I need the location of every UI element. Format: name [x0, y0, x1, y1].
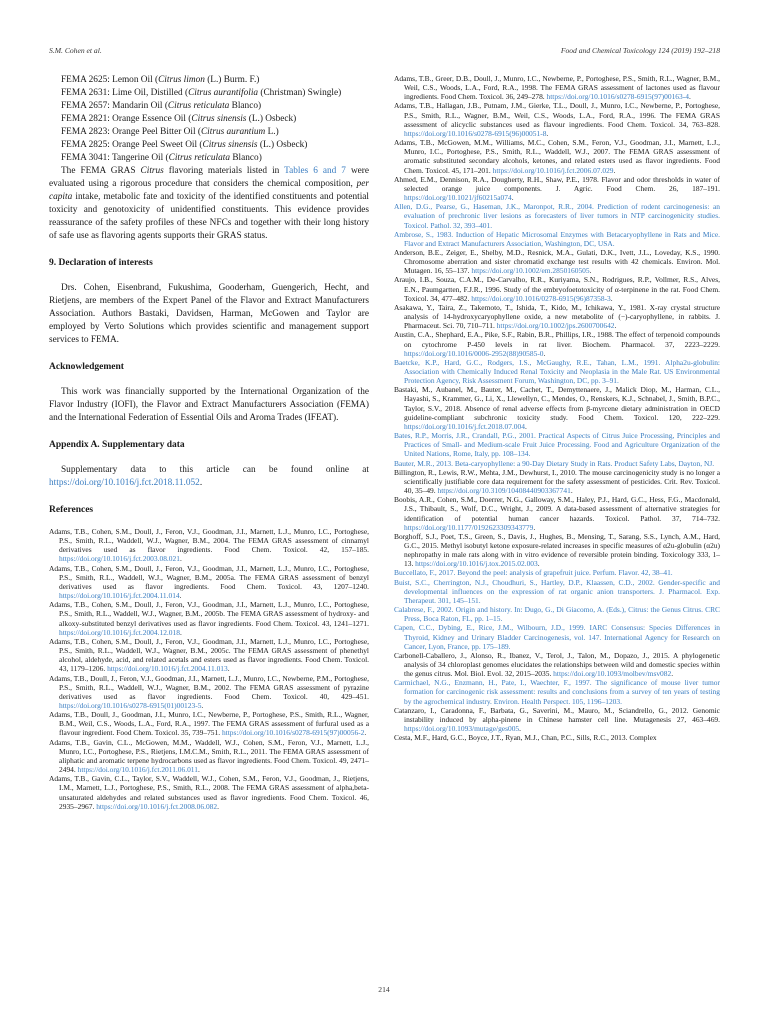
fema-item: FEMA 2631: Lime Oil, Distilled (Citrus aurantifolia (Christman) Swingle)	[61, 88, 342, 98]
reference-doi-link[interactable]: https://doi.org/10.3109/10408440903367741	[437, 486, 571, 496]
reference-entry: Ahmed, E.M., Dennison, R.A., Dougherty, R.H., Shaw, P.E., 1978. Flavor and odor thresholds in water of selected orange juice components. J. Agric. Food Chem. 26, 187–191. https://doi.org/10.1021/jf60215a074.	[394, 174, 720, 203]
reference-entry[interactable]: Allen, D.G., Pearse, G., Haseman, J.K., Maronpot, R.R., 2004. Prediction of rodent carcinogenesis: an evaluation of prechronic liver lesions as forecasters of liver tumors in NTP carcinogenicity studies. Toxicol. Pathol. 32, 393–401.	[394, 202, 720, 230]
reference-doi-link[interactable]: https://doi.org/10.1177/0192623309343779	[404, 522, 534, 532]
reference-entry[interactable]: Calabrese, F., 2002. Origin and history. In: Dugo, G., Di Giacomo, A. (Eds.), Citrus: the Genus Citrus. CRC Press, Boca Raton, FL, pp. 1–15.	[394, 605, 720, 624]
reference-doi-link[interactable]: https://doi.org/10.1002/em.2850160505	[471, 266, 590, 276]
reference-entry: Adams, T.B., Greer, D.B., Doull, J., Munro, I.C., Newberne, P., Portoghese, P.S., Smith, R.L., Wagner, B.M., Weil, C.S., Woods, L.A., Ford, R.A., 1998. The FEMA GRAS assessment of lactones used as flavour ingredients. Food Chem. Toxicol. 36, 249–278. https://doi.org/10.1016/s0278-6915(97)00163-4.	[394, 74, 720, 102]
reference-doi-link[interactable]: https://doi.org/10.1016/j.fct.2004.12.018	[59, 627, 180, 637]
reference-entry[interactable]: Capen, C.C., Dybing, E., Rice, J.M., Wilbourn, J.D., 1999. IARC Consensus: Species Differences in Thyroid, Kidney and Urinary Bladder Carcinogenesis, vol. 147. International Agency for Research on Cancer, Lyon, France, pp. 175–189.	[394, 623, 720, 651]
gras-summary-paragraph: The FEMA GRAS Citrus flavoring materials listed in Tables 6 and 7 were evaluated using a rigorous procedure that considers the chemical composition, per capita intake, metabolic fate and toxicity of the identified constituents and potential toxicity and genotoxicity of unidentified constituents. This evidence provides reassurance of the safety profiles of these NFCs and together with their long history of safe use as flavoring agents supports their GRAS status.	[49, 166, 370, 241]
reference-entry: Asakawa, Y., Taira, Z., Takemoto, T., Ishida, T., Kido, M., Ichikawa, Y., 1981. X-ray crystal structure analysis of 14-hydroxycaryophyllene oxide, a new metabolite of (−)-caryophyllene, in rabbits. J. Pharmaceut. Sci. 70, 710–711. https://doi.org/10.1002/jps.2600700642.	[394, 302, 720, 331]
reference-entry: Adams, T.B., McGowen, M.M., Williams, M.C., Cohen, S.M., Feron, V.J., Goodman, J.I., Marnett, L.J., Munro, I.C., Portoghese, P.S., Smith, R.L., Waddell, W.J., 2007. The FEMA GRAS assessment of aromatic substituted secondary alcohols, ketones, and related esters used as flavor ingredients. Food Chem. Toxicol. 45, 171–201. https://doi.org/10.1016/j.fct.2006.07.029.	[394, 138, 720, 175]
reference-doi-link[interactable]: https://doi.org/10.1016/0278-6915(96)87358-3	[471, 293, 611, 303]
reference-doi-link[interactable]: https://doi.org/10.1016/j.fct.2018.07.004	[404, 421, 525, 431]
reference-entry[interactable]: Bauter, M.R., 2013. Beta-caryophyllene: a 90-Day Dietary Study in Rats. Product Safety Labs, Dayton, NJ.	[394, 458, 715, 468]
reference-entry: Adams, T.B., Cohen, S.M., Doull, J., Feron, V.J., Goodman, J.I., Marnett, L.J., Munro, I.C., Portoghese, P.S., Smith, R.L., Waddell, W.J., Wagner, B.M., 2005b. The FEMA GRAS assessment of hydroxy- and alkoxy-substituted benzyl derivatives used as flavor ingredients. Food Chem. Toxicol. 43, 1241–1271. https://doi.org/10.1016/j.fct.2004.12.018.	[49, 600, 369, 637]
declaration-text: Drs. Cohen, Eisenbrand, Fukushima, Gooderham, Guengerich, Hecht, and Rietjens, are members of the Expert Panel of the Flavor and Extract Manufacturers Association. Authors Bastaki, Davidsen, Harman, McGowen and Taylor are employed by Verto Solutions which provides scientific and management support services to FEMA.	[49, 283, 369, 345]
reference-doi-link[interactable]: https://doi.org/10.1016/0006-2952(88)90585-0	[404, 348, 544, 358]
left-column	[49, 74, 369, 811]
reference-doi-link[interactable]: https://doi.org/10.1016/s0278-6915(97)00163-4	[546, 92, 689, 102]
reference-entry: Adams, T.B., Hallagan, J.B., Putnam, J.M., Gierke, T.L., Doull, J., Munro, I.C., Newberne, P., Portoghese, P.S., Smith, R.L., Wagner, B.M., Weil, C.S., Woods, L.A., Ford, R.A., 1996. The FEMA GRAS assessment of alicyclic substances used as flavour ingredients. Food Chem. Toxicol. 34, 763–828. https://doi.org/10.1016/s0278-6915(96)00051-8.	[394, 101, 720, 138]
reference-doi-link[interactable]: https://doi.org/10.1016/s0278-6915(96)00051-8	[404, 128, 547, 138]
acknowledgement-heading: Acknowledgement	[49, 362, 124, 372]
tables-link[interactable]: Tables 6 and 7	[284, 166, 346, 176]
reference-entry: Adams, T.B., Doull, J., Goodman, J.I., Munro, I.C., Newberne, P., Portoghese, P.S., Smith, R.L., Wagner, B.M., Weil, C.S., Woods, L.A., Ford, R.A., 1997. The FEMA GRAS assessment of furfural used as a flavour ingredient. Food Chem. Toxicol. 35, 739–751. https://doi.org/10.1016/s0278-6915(97)00056-2.	[49, 710, 369, 738]
reference-entry: Borghoff, S.J., Poet, T.S., Green, S., Davis, J., Hughes, B., Mensing, T., Sarang, S.S., Lynch, A.M., Hard, G.C., 2015. Methyl isobutyl ketone exposure-related increases in specific measures of α2u-globulin (α2u) nephropathy in male rats along with in vitro evidence of reversible protein binding. Toxicology 333, 1–13. https://doi.org/10.1016/j.tox.2015.02.003.	[394, 531, 720, 569]
reference-entry: Anderson, B.E., Zeiger, E., Shelby, M.D., Resnick, M.A., Gulati, D.K., Ivett, J.L., Loveday, K.S., 1990. Chromosome aberration and sister chromatid exchange test results with 42 chemicals. Environ. Mol. Mutagen. 16, 55–137. https://doi.org/10.1002/em.2850160505.	[394, 247, 720, 276]
running-header-journal: Food and Chemical Toxicology 124 (2019) 192–218	[560, 46, 720, 55]
reference-entry[interactable]: Ambrose, S., 1983. Induction of Hepatic Microsomal Enzymes with Betacaryophyllene in Rats and Mice. Flavor and Extract Manufacturers Association, Washington, DC, USA.	[394, 229, 720, 248]
reference-doi-link[interactable]: https://doi.org/10.1016/j.fct.2011.06.011	[77, 765, 198, 775]
reference-entry: Araujo, I.B., Souza, C.A.M., De-Carvalho, R.R., Kuriyama, S.N., Rodrigues, R.P., Vollmer, R.S., Alves, E.N., Paumgartten, F.J.R., 1996. Study of the embryofoetotoxicity of α-terpinene in the rat. Food Chem. Toxicol. 34, 477–482. https://doi.org/10.1016/0278-6915(96)87358-3.	[394, 275, 720, 303]
appendix-heading: Appendix A. Supplementary data	[49, 440, 185, 450]
reference-doi-link[interactable]: https://doi.org/10.1016/j.fct.2004.11.014	[59, 591, 180, 601]
fema-list	[49, 74, 369, 165]
reference-entry: Bastaki, M., Aubanel, M., Bauter, M., Cachet, T., Demyttenaere, J., Malick Diop, M., Harman, C.L., Hayashi, S., Krammer, G., Li, X., Llewellyn, C., Mendes, O., Renskers, K.J., Schnabel, J., Smith, B.P.C., Taylor, S.V., 2018. Absence of renal adverse effects from β-myrcene dietary administration in OECD guideline-compliant subchronic toxicity study. Food Chem. Toxicol. 120, 222–229. https://doi.org/10.1016/j.fct.2018.07.004.	[394, 385, 720, 431]
reference-entry: Billington, R., Lewis, R.W., Mehta, J.M., Dewhurst, I., 2010. The mouse carcinogenicity study is no longer a scientifically justifiable core data requirement for the safety assessment of pesticides. Crit. Rev. Toxicol. 40, 35–49. https://doi.org/10.3109/10408440903367741.	[394, 467, 720, 496]
fema-item: FEMA 2823: Orange Peel Bitter Oil (Citrus aurantium L.)	[61, 127, 279, 137]
reference-entry: Adams, T.B., Cohen, S.M., Doull, J., Feron, V.J., Goodman, J.I., Marnett, L.J., Munro, I.C., Portoghese, P.S., Smith, R.L., Waddell, W.J., Wagner, B.M., 2004. The FEMA GRAS assessment of cinnamyl derivatives used as flavor ingredients. Food Chem. Toxicol. 42, 157–185. https://doi.org/10.1016/j.fct.2003.08.021.	[49, 527, 369, 564]
fema-item: FEMA 2825: Orange Peel Sweet Oil (Citrus sinensis (L.) Osbeck)	[61, 140, 308, 150]
reference-doi-link[interactable]: https://doi.org/10.1016/j.fct.2008.06.082	[96, 801, 218, 811]
running-header-authors: S.M. Cohen et al.	[49, 46, 102, 55]
fema-item: FEMA 2657: Mandarin Oil (Citrus reticulata Blanco)	[61, 101, 262, 111]
references-list-right	[394, 74, 720, 742]
reference-entry[interactable]: Bates, R.P., Morris, J.R., Crandall, P.G., 2001. Practical Aspects of Citrus Juice Processing, Principles and Practices of Small- and Medium-scale Fruit Juice Processing. Food and Agriculture Organization of the United Nations, Rome, Italy, pp. 108–134.	[394, 431, 720, 459]
reference-entry[interactable]: Buccellato, F., 2017. Beyond the peel: analysis of grapefruit juice. Perfum. Flavor. 42, 38–41.	[394, 568, 673, 578]
reference-doi-link[interactable]: https://doi.org/10.1002/jps.2600700642	[496, 321, 615, 331]
reference-entry: Cesta, M.F., Hard, G.C., Boyce, J.T., Ryan, M.J., Chan, P.C., Sills, R.C., 2013. Complex	[394, 733, 657, 743]
reference-entry: Catanzaro, I., Caradonna, F., Barbata, G., Saverini, M., Mauro, M., Sciandrello, G., 2012. Genomic instability induced by alpha-pinene in Chinese hamster cell line. Mutagenesis 27, 463–469. https://doi.org/10.1093/mutage/ges005.	[394, 705, 720, 734]
reference-doi-link[interactable]: https://doi.org/10.1016/j.fct.2006.07.029	[492, 165, 614, 175]
reference-entry: Adams, T.B., Doull, J., Feron, V.J., Goodman, J.I., Marnett, L.J., Munro, I.C., Newberne, P.M., Portoghese, P.S., Smith, R.L., Waddell, W.J., Wagner, B.M., 2002. The FEMA GRAS assessment of pyrazine derivatives used as flavor ingredients. Food Chem. Toxicol. 40, 429–451. https://doi.org/10.1016/s0278-6915(01)00123-5.	[49, 673, 369, 710]
fema-item: FEMA 2821: Orange Essence Oil (Citrus sinensis (L.) Osbeck)	[61, 114, 297, 124]
reference-entry[interactable]: Buist, S.C., Cherrington, N.J., Choudhuri, S., Hartley, D.P., Klaassen, C.D., 2002. Gender-specific and developmental influences on the expression of rat organic anion transporters. J. Pharmacol. Exp. Therapeut. 301, 145–151.	[394, 577, 720, 605]
references-list-left	[49, 527, 369, 811]
reference-doi-link[interactable]: https://doi.org/10.1016/s0278-6915(97)00056-2	[221, 728, 365, 738]
page-number: 214	[378, 985, 390, 994]
reference-entry: Adams, T.B., Gavin, C.L., Taylor, S.V., Waddell, W.J., Cohen, S.M., Feron, V.J., Goodman, J., Rietjens, I.M., Marnett, L.J., Portoghese, P.S., Smith, R.L., 2008. The FEMA GRAS assessment of alpha,beta-unsaturated aldehydes and related substances used as flavor ingredients. Food Chem. Toxicol. 46, 2935–2967. https://doi.org/10.1016/j.fct.2008.06.082.	[49, 774, 369, 811]
supplementary-doi-link[interactable]: https://doi.org/10.1016/j.fct.2018.11.052	[49, 478, 200, 488]
right-column	[394, 74, 720, 742]
reference-entry[interactable]: Baetcke, K.P., Hard, G.C., Rodgers, I.S., McGaughy, R.E., Tahan, L.M., 1991. Alpha2u-globulin: Association with Chemically Induced Renal Toxicity and Neoplasia in the Male Rat. US Environmental Protection Agency, Risk Assessment Forum, Washington, DC, pp. 3–91.	[394, 357, 720, 386]
reference-doi-link[interactable]: https://doi.org/10.1093/mutage/ges005	[404, 724, 520, 734]
declaration-heading: 9. Declaration of interests	[49, 258, 153, 268]
reference-entry: Carbonell-Caballero, J., Alonso, R., Ibanez, V., Terol, J., Talon, M., Dopazo, J., 2015. A phylogenetic analysis of 34 chloroplast genomes elucidates the relationships between wild and domestic species within the genus citrus. Mol. Biol. Evol. 32, 2015–2035. https://doi.org/10.1093/molbev/msv082.	[394, 650, 720, 679]
reference-doi-link[interactable]: https://doi.org/10.1093/molbev/msv082	[553, 669, 672, 679]
reference-doi-link[interactable]: https://doi.org/10.1016/j.tox.2015.02.003	[415, 559, 538, 569]
reference-entry: Adams, T.B., Gavin, C.L., McGowen, M.M., Waddell, W.J., Cohen, S.M., Feron, V.J., Marnett, L.J., Munro, I.C., Portoghese, P.S., Rietjens, I.M.C.M., Smith, R.L., 2011. The FEMA GRAS assessment of aliphatic and aromatic terpene hydrocarbons used as flavor ingredients. Food Chem. Toxicol. 49, 2471–2494. https://doi.org/10.1016/j.fct.2011.06.011.	[49, 737, 369, 775]
acknowledgement-text: This work was financially supported by the International Organization of the Flavor Industry (IOFI), the Flavor and Extract Manufacturers Association (FEMA) and the International Federation of Essential Oils and Aroma Trades (IFEAT).	[49, 387, 369, 423]
reference-entry: Austin, C.A., Shephard, E.A., Pike, S.F., Rabin, B.R., Phillips, I.R., 1988. The effect of terpenoid compounds on cytochrome P-450 levels in rat liver. Biochem. Pharmacol. 37, 2223–2229. https://doi.org/10.1016/0006-2952(88)90585-0.	[394, 330, 720, 358]
reference-doi-link[interactable]: https://doi.org/10.1016/s0278-6915(01)00123-5	[59, 700, 202, 710]
fema-item: FEMA 3041: Tangerine Oil (Citrus reticulata Blanco)	[61, 153, 262, 163]
reference-doi-link[interactable]: https://doi.org/10.1016/j.fct.2003.08.021	[59, 554, 180, 564]
fema-item: FEMA 2625: Lemon Oil (Citrus limon (L.) Burm. F.)	[61, 75, 260, 85]
reference-entry: Adams, T.B., Cohen, S.M., Doull, J., Feron, V.J., Goodman, J.I., Marnett, L.J., Munro, I.C., Portoghese, P.S., Smith, R.L., Waddell, W.J., Wagner, B.M., 2005a. The FEMA GRAS assessment of benzyl derivatives used as flavor ingredients. Food Chem. Toxicol. 43, 1207–1240. https://doi.org/10.1016/j.fct.2004.11.014.	[49, 563, 369, 601]
reference-doi-link[interactable]: https://doi.org/10.1016/j.fct.2004.11.013	[107, 664, 228, 674]
references-heading: References	[49, 505, 94, 515]
reference-entry: Adams, T.B., Cohen, S.M., Doull, J., Feron, V.J., Goodman, J.I., Marnett, L.J., Munro, I.C., Portoghese, P.S., Smith, R.L., Waddell, W.J., Wagner, B.M., 2005c. The FEMA GRAS assessment of phenethyl alcohol, aldehyde, acid, and related acetals and esters used as flavor ingredients. Food Chem. Toxicol. 43, 1179–1206. https://doi.org/10.1016/j.fct.2004.11.013.	[49, 636, 369, 674]
reference-entry: Boobis, A.R., Cohen, S.M., Doerrer, N.G., Galloway, S.M., Haley, P.J., Hard, G.C., Hess, F.G., Macdonald, J.S., Thibault, S., Wolf, D.C., Wright, J., 2009. A data-based assessment of alternative strategies for identification of potential human cancer hazards. Toxicol. Pathol. 37, 714–732. https://doi.org/10.1177/0192623309343779.	[394, 495, 720, 532]
reference-entry[interactable]: Carmichael, N.G., Enzmann, H., Pate, I., Waechter, F., 1997. The significance of mouse liver tumor formation for carcinogenic risk assessment: results and conclusions from a survey of ten years of testing by the agrochemical industry. Environ. Health Perspect. 105, 1196–1203.	[394, 678, 720, 706]
reference-doi-link[interactable]: https://doi.org/10.1021/jf60215a074	[404, 193, 512, 203]
appendix-text: Supplementary data to this article can be found online at https://doi.org/10.1016/j.fct.2018.11.052.	[49, 465, 369, 488]
